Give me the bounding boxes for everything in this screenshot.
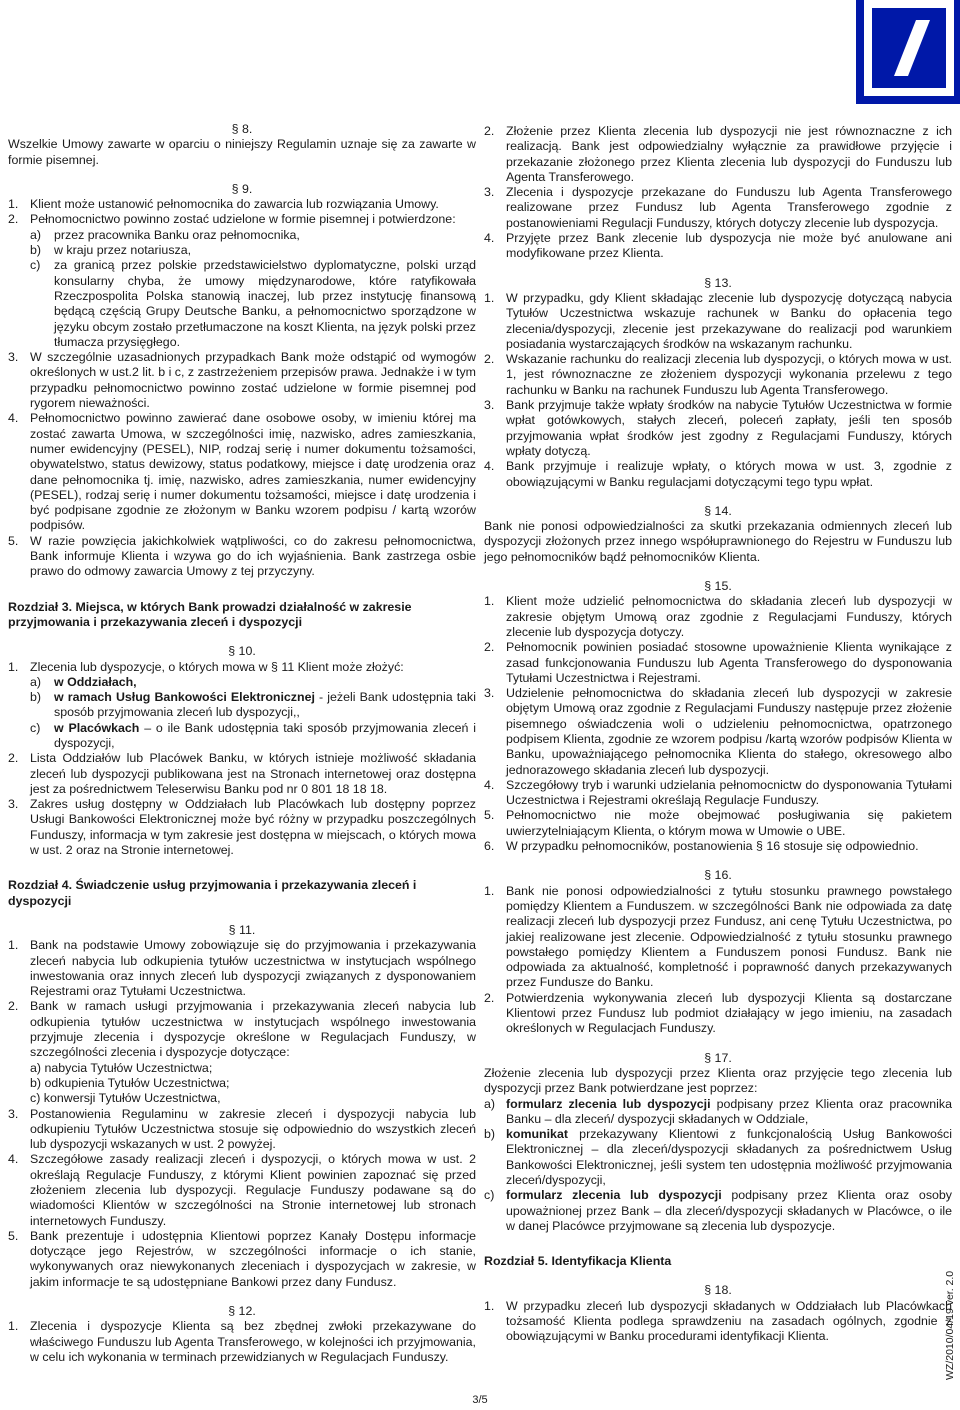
section-12-title: § 12. (228, 1304, 256, 1319)
section-11-item-5: 5. Bank prezentuje i udostępnia Klientowi poprzez Kanały Dostępu informacje dotyczące jego Rejestrów, w szczególności informacje o ich stanie, wykonywanych oraz niewykonanych zleceniach i dyspozycjach w zakresie, w jakim informacje te są udostępniane Bankowi przez dany Fundusz. (8, 1228, 476, 1289)
section-12-item-3: 3. Zlecenia i dyspozycje przekazane do Funduszu lub Agenta Transferowego realizowane przez Fundusz lub Agenta Transferowego zgodnie z postanowieniami Regulacji Funduszy, których dotyczy zlecenie lub dyspozycja. (484, 185, 952, 230)
section-17-title: § 17. (704, 1050, 732, 1065)
section-11-item-3: 3. Postanowienia Regulaminu w zakresie zleceń i dyspozycji nabycia lub odkupieniu Tytułów Uczestnictwa stosuje się odpowiednio do wszystkich zleceń lub dyspozycji wskazanych w ust. 2 powyżej. (8, 1106, 476, 1152)
section-9-item-4: 4. Pełnomocnictwo powinno zawierać dane osobowe osoby, w imieniu której ma zostać zawarta Umowa, w szczególności imię, nazwisko, adres zamieszkania, numer ewidencyjny (PESEL), NIP, rodzaj serię i numer dokumentu tożsamości, obywatelstwo, status dewizowy, status podatkowy, miejsce i datę urodzenia oraz dane pełnomocnika tj. imię, nazwisko, adres zamieszkania, numer ewidencyjny (PESEL), rodzaj serię i numer dokumentu tożsamości, miejsce i datę urodzenia i być podpisane zgodnie ze złożonym w Banku wzorem podpisu / kartą wzorów podpisów. (8, 411, 476, 533)
section-8-title: § 8. (231, 122, 253, 136)
section-9-item-3: 3. W szczególnie uzasadnionych przypadkach Bank może odstąpić od wymogów określonych w ust.2 lit. b i c, z zastrzeżeniem przepisów prawa. Jednakże i w tym przypadku pełnomocnictwo powinno zostać udzielone w formie pisemnej pod rygorem nieważności. (8, 350, 476, 411)
section-16-title: § 16. (704, 868, 732, 883)
section-15-item-5: 5. Pełnomocnictwo nie może obejmować posługiwania się pakietem uwierzytelniającym Klienta, o którym mowa w Umowie o UBE. (484, 808, 952, 838)
section-13-item-2: 2. Wskazanie rachunku do realizacji zlecenia lub dyspozycji, o których mowa w ust. 1, jest równoznaczne ze złożeniem dyspozycji wykonania przelewu z tego rachunku w Banku na rachunek Funduszu lub Agenta Transferowego. (484, 352, 952, 397)
section-14-title: § 14. (704, 503, 732, 518)
section-12-item-4: 4. Przyjęte przez Bank zlecenie lub dyspozycja nie może być anulowane ani modyfikowane przez Klienta. (484, 231, 952, 261)
section-11-item-2: 2. Bank w ramach usługi przyjmowania i przekazywania zleceń nabycia lub odkupienia tytułów uczestnictwa w instytucjach wspólnego inwestowania przyjmuje zlecenia i dyspozycje określone w Regulacjach Funduszy, w szczególności zlecenia i dyspozycje dotyczące: (8, 999, 476, 1060)
section-16-item-1: 1. Bank nie ponosi odpowiedzialności z tytułu stosunku prawnego powstałego pomiędzy Klientem a Funduszem. w szczególności Bank nie odpowiada za datę realizacji zleceń lub dyspozycji przez Fundusz, ani cenę Tytułu Uczestnictwa, po jakiej realizowane jest zlecenie. Odpowiedzialność z tytułu stosunku prawnego powstałego pomiędzy Klientem a Funduszem ponosi Fundusz. Bank nie odpowiada za aktualność, kompletność i poprawność danych przekazywanych przez Fundusze do Banku. (484, 883, 952, 990)
section-17-item-a: a) formularz zlecenia lub dyspozycji podpisany przez Klienta oraz pracownika Banku – dla zleceń/ dyspozycji składanych w Oddziale, (484, 1096, 952, 1126)
section-13-item-3: 3. Bank przyjmuje także wpłaty środków na nabycie Tytułów Uczestnictwa w formie wpłat gotówkowych, stałych zleceń, poleceń zapłaty, jeśli ten sposób przyjmowania wpłat środków jest zgodny z Regulacjami Funduszy, których wpłaty dotyczą. (484, 398, 952, 458)
chapter-3-heading: Rozdział 3. Miejsca, w których Bank prowadzi działalność w zakresie przyjmowania i przekazywania zleceń i dyspozycji (8, 599, 412, 629)
section-18-item-1: 1. W przypadku zleceń lub dyspozycji składanych w Oddziałach lub Placówkach tożsamość Klienta podlega sprawdzeniu na zasadach ogólnych, zgodnie z obowiązującymi w Banku procedurami identyfikacji Klienta. (484, 1298, 952, 1344)
section-15-item-6: 6. W przypadku pełnomocników, postanowienia § 16 stosuje się odpowiednio. (484, 839, 919, 854)
page-number: 3/5 (472, 1394, 488, 1406)
section-17-text: Złożenie zlecenia lub dyspozycji przez Klienta oraz przyjęcie tego zlecenia lub dyspozycji przez Bank potwierdzane jest poprzez: (484, 1065, 952, 1096)
section-10-item-1c: c) w Placówkach – o ile Bank udostępnia taki sposób przyjmowania zleceń i dyspozycji, (30, 720, 476, 750)
section-12-item-1: 1. Zlecenia i dyspozycje Klienta są bez zbędnej zwłoki przekazywane do właściwego Funduszu lub Agenta Transferowego, w kolejności ich przyjmowania, w celu ich wykonania w terminach przewidzianych w Regulacjach Funduszy. (8, 1319, 476, 1364)
section-14-text: Bank nie ponosi odpowiedzialności za skutki przekazania odmiennych zleceń lub dyspozycji złożonych przez innego współuprawnionego do Rejestru w Funduszu lub jego pełnomocników bądź pełnomocników Klienta. (484, 519, 952, 564)
section-17-item-b: b) komunikat przekazywany Klientowi z funkcjonalością Usług Bankowości Elektronicznej – dla zleceń/dyspozycji składanych za pośrednictwem Usług Bankowości Elektronicznej, jeśli system ten udostępnia możliwość przyjmowania zleceń/dyspozycji, (484, 1127, 952, 1187)
section-11-title: § 11. (228, 922, 256, 937)
section-9-item-2a: a) przez pracownika Banku oraz pełnomocnika, (30, 227, 300, 242)
document-version: WZ/2010/04/19 ver. 2.0 (944, 1270, 956, 1380)
chapter-5-heading: Rozdział 5. Identyfikacja Klienta (484, 1254, 672, 1269)
left-column (8, 122, 476, 1365)
section-17-item-c: c) formularz zlecenia lub dyspozycji podpisany przez Klienta oraz osoby upoważnionej przez Bank – dla zleceń/dyspozycji składanych w Placówce, o ile w danej Placówce przyjmowane są zlecenia lub dyspozycje. (484, 1188, 952, 1233)
right-column (484, 124, 952, 1345)
section-10-item-1a: a) w Oddziałach, (30, 674, 137, 689)
section-9-item-5: 5. W razie powzięcia jakichkolwiek wątpliwości, co do zakresu pełnomocnictwa, Bank informuje Klienta i wzywa go do ich wyjaśnienia. Bank zastrzega osbie prawo do odmowy zawarcia Umowy z tej przyczyny. (8, 533, 476, 579)
section-11-item-4: 4. Szczegółowe zasady realizacji zleceń i dyspozycji, o których mowa w ust. 2 określają Regulacje Funduszy, z którymi Klient powinien zapoznać się przed złożeniem zlecenia lub dyspozycji. Regulacje Funduszy podawane są do wiadomości Klientów w szczególności na Stronie internetowej lub stronach internetowych Funduszy. (8, 1152, 476, 1228)
section-13-item-1: 1. W przypadku, gdy Klient składając zlecenie lub dyspozycję dotyczącą nabycia Tytułów Uczestnictwa wskazuje rachunek w Banku do opłacenia tego zlecenia/dyspozycji, zlecenie jest przekazywane do realizacji pod warunkiem posiadania wystarczających środków na wskazanym rachunku. (484, 290, 952, 351)
section-12-item-2: 2. Złożenie przez Klienta zlecenia lub dyspozycji nie jest równoznaczne z ich realizacją. Bank jest odpowiedzialny wyłącznie za prawidłowe przyjęcie i przekazanie złożonego przez Klienta zlecenia lub dyspozycji do Funduszu lub Agenta Transferowego. (484, 124, 952, 184)
deutsche-bank-logo-icon (852, 0, 960, 104)
section-13-title: § 13. (704, 275, 732, 290)
section-9-item-1: 1. Klient może ustanowić pełnomocnika do zawarcia lub rozwiązania Umowy. (8, 197, 439, 212)
section-11-item-1: 1. Bank na podstawie Umowy zobowiązuje się do przyjmowania i przekazywania zleceń nabycia lub odkupienia tytułów uczestnictwa w instytucjach wspólnego inwestowania oraz innych zleceń lub dyspozycji związanych z dysponowaniem Rejestrami oraz Tytułami Uczestnictwa. (8, 938, 476, 999)
section-15-item-3: 3. Udzielenie pełnomocnictwa do składania zleceń lub dyspozycji w zakresie objętym Umową oraz zgodnie z Regulacjami Funduszy następuje przez złożenie pisemnego oświadczenia woli o udzieleniu pełnomocnictwa, opatrzonego podpisem Klienta, zgodnie ze wzorem podpisu /kartą wzorów podpisów Klienta w Banku, upoważniającego pełnomocnika Klienta do stałego, okresowego albo jednorazowego składania zleceń lub dyspozycji. (484, 686, 952, 777)
section-18-title: § 18. (704, 1283, 732, 1298)
section-15-title: § 15. (704, 579, 732, 594)
section-9-item-2: 2. Pełnomocnictwo powinno zostać udzielone w formie pisemnej i potwierdzone: (8, 212, 456, 227)
section-11-item-2b: b) odkupienia Tytułów Uczestnictwa; (30, 1075, 230, 1090)
section-11-item-2a: a) nabycia Tytułów Uczestnictwa; (30, 1060, 213, 1075)
section-15-item-4: 4. Szczegółowy tryb i warunki udzielania pełnomocnictw do dysponowania Tytułami Uczestnictwa i Rejestrami określają Regulacje Funduszy. (484, 777, 952, 808)
section-15-item-2: 2. Pełnomocnik powinien posiadać stosowne upoważnienie Klienta wynikające z zasad funkcjonowania Funduszu lub Agenta Transferowego do dysponowania Tytułami Uczestnictwa i Rejestrami. (484, 640, 952, 685)
section-11-item-2c: c) konwersji Tytułów Uczestnictwa, (30, 1091, 221, 1106)
section-9-title: § 9. (231, 181, 253, 196)
section-8-text: Wszelkie Umowy zawarte w oparciu o niniejszy Regulamin uznaje się za zawarte w formie pisemnej. (8, 137, 476, 167)
section-16-item-2: 2. Potwierdzenia wykonywania zleceń lub dyspozycji Klienta są dostarczane Klientowi przez Fundusz lub podmiot działający w jego imieniu, na zasadach określonych w Regulacjach Funduszy. (484, 990, 952, 1036)
section-9-item-2b: b) w kraju przez notariusza, (30, 243, 192, 258)
section-10-item-2: 2. Lista Oddziałów lub Placówek Banku, w których istnieje możliwość składania zleceń lub dyspozycji publikowana jest na Stronach internetowej oraz dostępna jest za pośrednictwem Teleserwisu Banku pod nr 0 801 18 18 18. (8, 751, 476, 796)
section-10-item-3: 3. Zakres usług dostępny w Oddziałach lub Placówkach lub dostępny poprzez Usługi Bankowości Elektronicznej może być różny w przypadku poszczególnych Funduszy, informacja w tym zakresie jest dostępna w miejscach, o których mowa w ust. 2 oraz na Stronie internetowej. (8, 797, 476, 858)
chapter-4-heading: Rozdział 4. Świadczenie usług przyjmowania i przekazywania zleceń i dyspozycji (8, 878, 417, 908)
section-10-title: § 10. (228, 644, 256, 659)
section-9-item-2c: c) za granicą przez polskie przedstawicielstwo dyplomatyczne, polski urząd konsularny chyba, że umowy międzynarodowe, które ratyfikowała Rzeczpospolita Polska stanowią inaczej, lub przez instytucję finansową będącą częścią Grupy Deutsche Banku, a pełnomocnictwo sporządzone w języku obcym zostało przetłumaczone na koszt Klienta, na język polski przez tłumacza przysięgłego. (30, 258, 476, 349)
section-15-item-1: 1. Klient może udzielić pełnomocnictwa do składania zleceń lub dyspozycji w zakresie objętym Umową oraz zgodnie z Regulacjami Funduszy, których zlecenie lub dyspozycja dotyczy. (484, 594, 952, 639)
section-13-item-4: 4. Bank przyjmuje i realizuje wpłaty, o których mowa w ust. 3, zgodnie z obowiązującymi w Banku regulacjami dotyczącymi tego typu wpłat. (484, 459, 952, 489)
section-10-item-1b: b) w ramach Usług Bankowości Elektronicznej - jeżeli Bank udostępnia taki sposób przyjmowania zleceń lub dyspozycji,, (30, 690, 476, 720)
section-10-item-1: 1. Zlecenia lub dyspozycje, o których mowa w § 11 Klient może złożyć: (8, 659, 404, 674)
